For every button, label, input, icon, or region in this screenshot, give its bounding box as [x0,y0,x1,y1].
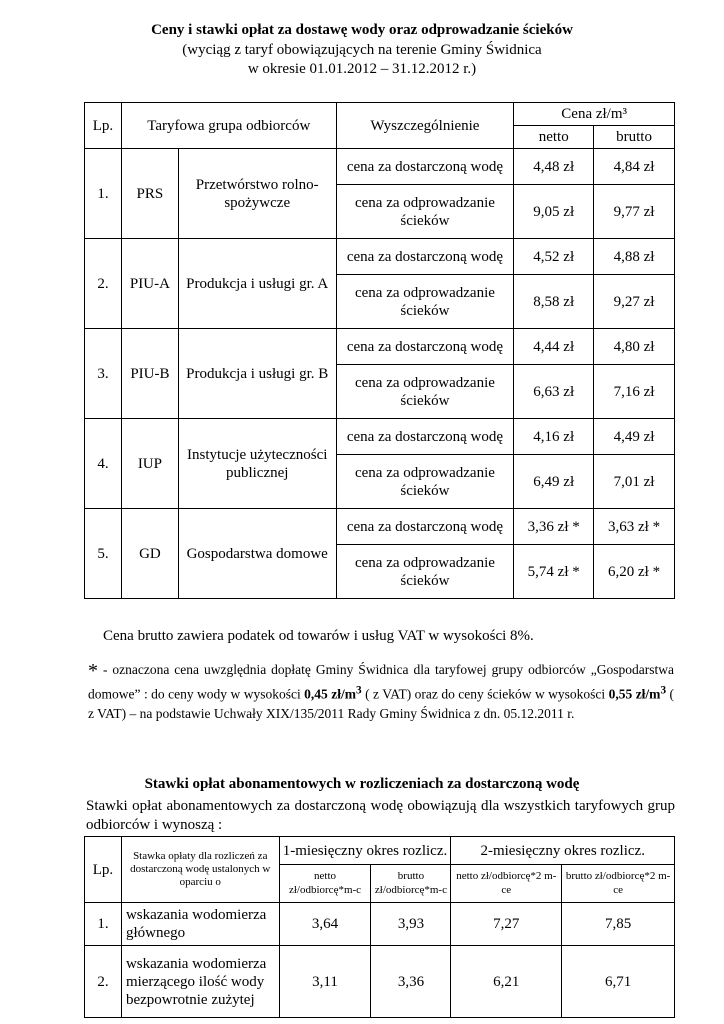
fee-basis: wskazania wodomierza głównego [121,903,279,946]
sewage-label: cena za odprowadzanie ścieków [336,455,514,509]
fees-table [84,836,675,1018]
cube-sup: 3 [660,684,667,696]
group-code: IUP [121,419,178,509]
footnote-part-c: ( z VAT) – na podstawie Uchwały XIX/135/2011 Rady Gminy Świdnica z dn. 05.12.2011 r. [88,686,675,721]
fees-header-netto2: netto zł/odbiorcę*2 m-ce [451,865,562,903]
water-label: cena za dostarczoną wodę [336,149,514,185]
sewage-subsidy: 0,55 zł/m [608,686,661,702]
fees-header-brutto1: brutto zł/odbiorcę*m-c [371,865,451,903]
group-name: Instytucje użyteczności publicznej [178,419,336,509]
group-code: GD [121,509,178,599]
fees-header-period2: 2-miesięczny okres rozlicz. [451,837,675,865]
row-number: 4. [85,419,122,509]
water-label: cena za dostarczoną wodę [336,329,514,365]
fee-brutto-2m: 6,71 [562,946,675,1018]
header-brutto: brutto [594,126,675,149]
water-netto: 3,36 zł * [514,509,594,545]
vat-note: Cena brutto zawiera podatek od towarów i usług VAT w wysokości 8%. [103,628,534,644]
sewage-label: cena za odprowadzanie ścieków [336,275,514,329]
fee-netto-2m: 7,27 [451,903,562,946]
fees-header-lp: Lp. [85,837,122,903]
row-number: 5. [85,509,122,599]
water-label: cena za dostarczoną wodę [336,509,514,545]
table-row [85,903,675,946]
row-number: 2. [85,239,122,329]
sewage-brutto: 7,01 zł [594,455,675,509]
footnote [88,660,674,723]
group-name: Przetwórstwo rolno-spożywcze [178,149,336,239]
sewage-brutto: 7,16 zł [594,365,675,419]
fees-header-brutto2: brutto zł/odbiorcę*2 m-ce [562,865,675,903]
group-name: Produkcja i usługi gr. B [178,329,336,419]
header-price: Cena zł/m³ [514,103,675,126]
fee-brutto-2m: 7,85 [562,903,675,946]
sewage-label: cena za odprowadzanie ścieków [336,185,514,239]
group-code: PRS [121,149,178,239]
fee-row-number: 1. [85,903,122,946]
table-row [85,946,675,1018]
header-lp: Lp. [85,103,122,149]
price-table [84,102,675,599]
sewage-netto: 8,58 zł [514,275,594,329]
water-brutto: 4,49 zł [594,419,675,455]
fee-brutto-1m: 3,93 [371,903,451,946]
water-brutto: 4,88 zł [594,239,675,275]
water-brutto: 3,63 zł * [594,509,675,545]
table-row [85,149,675,185]
fees-title: Stawki opłat abonamentowych w rozliczeniach za dostarczoną wodę [144,776,580,792]
footnote-part-b: ( z VAT) oraz do ceny ścieków w wysokości [361,686,609,702]
table-row [85,419,675,455]
table-row [85,509,675,545]
sewage-netto: 5,74 zł * [514,545,594,599]
water-subsidy: 0,45 zł/m [304,686,356,702]
sewage-brutto: 9,77 zł [594,185,675,239]
row-number: 3. [85,329,122,419]
fees-header-period1: 1-miesięczny okres rozlicz. [279,837,451,865]
sewage-netto: 9,05 zł [514,185,594,239]
sewage-label: cena za odprowadzanie ścieków [336,365,514,419]
header-netto: netto [514,126,594,149]
group-name: Produkcja i usługi gr. A [178,239,336,329]
fee-netto-1m: 3,11 [279,946,371,1018]
group-name: Gospodarstwa domowe [178,509,336,599]
fees-intro: Stawki opłat abonamentowych za dostarczoną wodę obowiązują dla wszystkich taryfowych grup odbiorców i wynoszą : [86,798,675,833]
water-netto: 4,16 zł [514,419,594,455]
table-row [85,239,675,275]
water-label: cena za dostarczoną wodę [336,419,514,455]
fees-header-netto1: netto zł/odbiorcę*m-c [279,865,371,903]
cube-sup: 3 [355,684,362,696]
row-number: 1. [85,149,122,239]
header-spec: Wyszczególnienie [336,103,514,149]
group-code: PIU-A [121,239,178,329]
fee-netto-2m: 6,21 [451,946,562,1018]
sewage-label: cena za odprowadzanie ścieków [336,545,514,599]
water-brutto: 4,84 zł [594,149,675,185]
water-netto: 4,44 zł [514,329,594,365]
fee-netto-1m: 3,64 [279,903,371,946]
water-brutto: 4,80 zł [594,329,675,365]
water-label: cena za dostarczoną wodę [336,239,514,275]
sewage-brutto: 6,20 zł * [594,545,675,599]
group-code: PIU-B [121,329,178,419]
page-subtitle-line1: (wyciąg z taryf obowiązujących na terenie Gminy Świdnica [182,42,542,58]
water-netto: 4,48 zł [514,149,594,185]
fee-brutto-1m: 3,36 [371,946,451,1018]
header-group: Taryfowa grupa odbiorców [121,103,336,149]
asterisk: * [88,660,98,682]
fee-row-number: 2. [85,946,122,1018]
page-subtitle-line2: w okresie 01.01.2012 – 31.12.2012 r.) [247,61,477,77]
sewage-brutto: 9,27 zł [594,275,675,329]
water-netto: 4,52 zł [514,239,594,275]
fees-header-rate: Stawka opłaty dla rozliczeń za dostarczoną wodę ustalonych w oparciu o [121,837,279,903]
page-title: Ceny i stawki opłat za dostawę wody oraz odprowadzanie ścieków [151,22,573,38]
sewage-netto: 6,63 zł [514,365,594,419]
fee-basis: wskazania wodomierza mierzącego ilość wody bezpowrotnie zużytej [121,946,279,1018]
sewage-netto: 6,49 zł [514,455,594,509]
footnote-part-a: - oznaczona cena uwzględnia dopłatę Gminy Świdnica dla taryfowej grupy odbiorców „Gospodarstwa domowe” : do ceny wody w wysokości [88,662,674,702]
table-row [85,329,675,365]
